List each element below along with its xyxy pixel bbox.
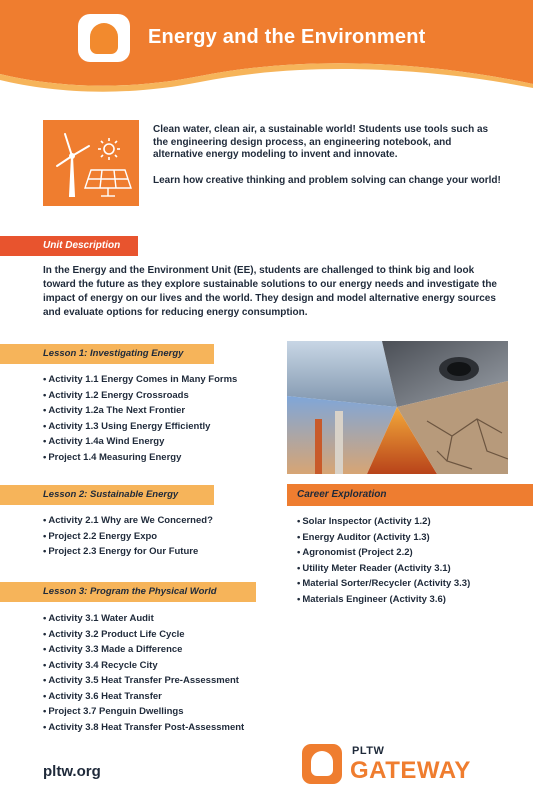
- list-item: • Solar Inspector (Activity 1.2): [297, 514, 470, 530]
- list-item: • Activity 1.2 Energy Crossroads: [43, 388, 237, 404]
- list-item: • Activity 1.1 Energy Comes in Many Forms: [43, 372, 237, 388]
- list-item: • Activity 1.4a Wind Energy: [43, 434, 237, 450]
- unit-description-heading: [0, 236, 138, 256]
- career-heading-label: Career Exploration: [297, 489, 387, 500]
- lesson-3-heading: [0, 582, 256, 602]
- lesson-2-list: [43, 513, 213, 560]
- list-item: • Activity 1.3 Using Energy Efficiently: [43, 419, 237, 435]
- list-item: • Activity 3.8 Heat Transfer Post-Assessment: [43, 720, 244, 736]
- lesson-heading-label: Lesson 2: Sustainable Energy: [43, 489, 179, 500]
- brand-pltw-label: PLTW: [352, 745, 385, 757]
- pltw-logo-icon: [78, 14, 130, 62]
- lesson-3-list: [43, 611, 244, 735]
- energy-photo-collage: [287, 341, 508, 474]
- page-title: Energy and the Environment: [148, 26, 426, 48]
- intro-paragraph: Clean water, clean air, a sustainable world! Students use tools such as the engineering design process, an engineering notebook, and alternative energy modeling to invent and innovate.: [153, 124, 489, 160]
- solar-panel-icon: [85, 170, 131, 196]
- career-exploration-heading: [287, 484, 533, 506]
- wind-turbine-icon: [57, 134, 89, 196]
- list-item: • Project 2.3 Energy for Our Future: [43, 544, 213, 560]
- list-item: • Activity 3.6 Heat Transfer: [43, 689, 244, 705]
- lesson-heading-label: Lesson 3: Program the Physical World: [43, 586, 217, 597]
- list-item: • Activity 3.2 Product Life Cycle: [43, 627, 244, 643]
- list-item: • Agronomist (Project 2.2): [297, 545, 470, 561]
- list-item: • Utility Meter Reader (Activity 3.1): [297, 561, 470, 577]
- list-item: • Activity 3.1 Water Audit: [43, 611, 244, 627]
- list-item: • Project 1.4 Measuring Energy: [43, 450, 237, 466]
- list-item: • Project 3.7 Penguin Dwellings: [43, 704, 244, 720]
- brand-gateway-label: GATEWAY: [350, 757, 471, 784]
- energy-illustration: [43, 120, 139, 206]
- list-item: • Activity 1.2a The Next Frontier: [43, 403, 237, 419]
- lesson-heading-label: Lesson 1: Investigating Energy: [43, 348, 184, 359]
- intro-paragraph: Learn how creative thinking and problem solving can change your world!: [153, 174, 501, 186]
- clouds-photo: [287, 341, 397, 407]
- footer-url[interactable]: pltw.org: [43, 763, 101, 780]
- list-item: • Activity 3.4 Recycle City: [43, 658, 244, 674]
- lesson-2-heading: [0, 485, 214, 505]
- list-item: • Material Sorter/Recycler (Activity 3.3): [297, 576, 470, 592]
- list-item: • Activity 3.3 Made a Difference: [43, 642, 244, 658]
- sun-icon: [98, 138, 120, 160]
- career-list: [297, 514, 470, 607]
- header-banner: [0, 0, 533, 100]
- list-item: • Energy Auditor (Activity 1.3): [297, 530, 470, 546]
- list-item: • Project 2.2 Energy Expo: [43, 529, 213, 545]
- unit-description-label: Unit Description: [43, 240, 121, 251]
- lesson-1-list: [43, 372, 237, 465]
- list-item: • Activity 2.1 Why are We Concerned?: [43, 513, 213, 529]
- intro-text: [153, 124, 503, 187]
- list-item: • Materials Engineer (Activity 3.6): [297, 592, 470, 608]
- gateway-logo-icon: [302, 744, 342, 784]
- lesson-1-heading: [0, 344, 214, 364]
- list-item: • Activity 3.5 Heat Transfer Pre-Assessment: [43, 673, 244, 689]
- unit-description-text: In the Energy and the Environment Unit (EE), students are challenged to think big and look toward the future as they explore sustainable solutions to our energy needs and investigate the impact of energy on our lives and the world. They design and model alternative energy sources and evaluate options for reducing energy consumption.: [43, 265, 497, 318]
